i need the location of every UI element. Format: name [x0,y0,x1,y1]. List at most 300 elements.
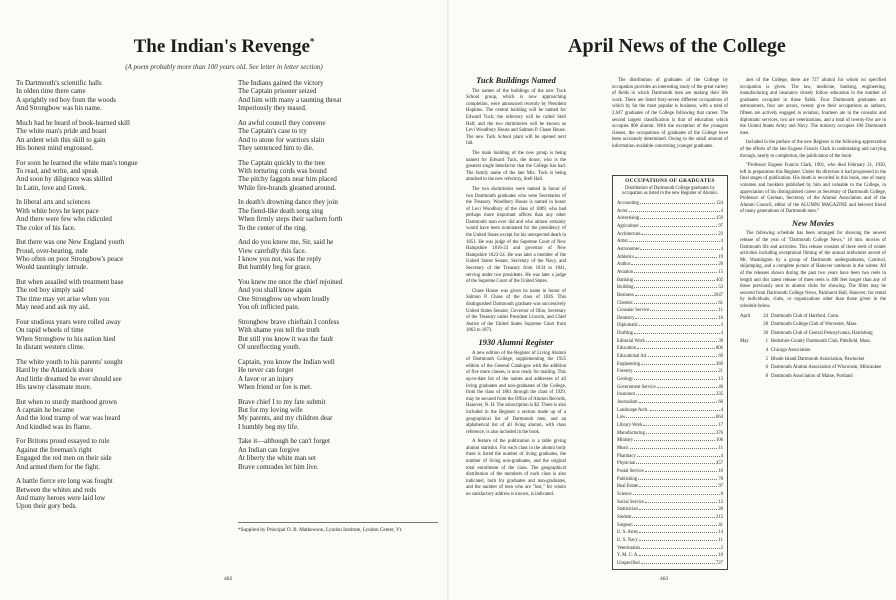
poem-stanza [238,159,430,193]
occupation-row [617,475,723,483]
poem-line: In Latin, love and Greek. [16,183,87,192]
schedule-day: 28 [763,322,768,328]
occupation-name: U. S. Army [617,530,639,536]
occupation-row [617,329,723,337]
poem-stanza [16,318,208,352]
poem-stanza [16,477,208,511]
poem-title: The Indian's Revenge* [133,36,315,57]
poem-line: View carefully this face. [238,246,307,255]
dot-leader [641,230,717,235]
dot-leader [639,528,717,533]
occupation-name: Government Service [617,384,656,390]
occupation-count: 19 [718,254,723,260]
occupation-row [617,406,723,414]
poem-line: In liberal arts and sciences [16,198,91,207]
occupations-table [612,175,728,570]
news-title: April News of the College [568,35,786,57]
poem-line: My parents, and my children dear [238,414,333,423]
occupation-row [617,536,723,544]
occupation-count: 457 [715,461,723,467]
dot-leader [629,207,720,212]
occupation-name: Artist [617,239,628,245]
occupation-count: 376 [715,430,723,436]
schedule-day: 8 [765,373,768,379]
occupation-row [617,199,723,207]
poem-stanza [238,318,430,352]
poem-stanza [16,278,208,312]
occupation-name: Unspecified [617,560,640,566]
tuck-paragraph: The names of the buildings of the new Tuck School group, which is now approaching completion, were announced recently by President Hopkins. The central building will be named for Edward Tuck; the refectory will be called Stell Hall; and the two dormitories will be known as Levi Woodbury House and Salmon P. Chase House. The new Tuck School plant will be opened next fall. [466,88,566,147]
register-paragraph: Included in the preface of the new Register is the following appreciation of the efforts of the late Eugene Francis Clark in undertaking and carrying through, nearly to completion, the publication of the book: [740,140,886,159]
poem-line: But humbly beg for grace. [238,263,312,272]
poem-line: An awful council they convene [238,118,326,127]
schedule-day: 4 [765,347,768,353]
schedule-club: Dartmouth Club of Hartford, Conn. [771,313,840,319]
occupation-row [617,321,723,329]
occupation-count: 727 [715,560,723,566]
schedule-club: Berkshire County Dartmouth Club, Pittsfield, Mass. [771,339,871,345]
tuck-heading: Tuck Buildings Named [476,76,556,85]
poem-line: The Captain's case to try [238,127,307,136]
occupation-row [617,513,723,521]
poem-line: In olden time there came [16,87,86,96]
occupation-row [617,390,723,398]
occupation-count: 16 [718,315,723,321]
occupation-name: Consular Service [617,308,650,314]
poem-line: The color of his face. [16,223,76,232]
schedule-row [740,374,886,381]
occupation-count: 41 [718,522,723,528]
poem-line: A battle fierce ere long was fought [16,477,113,486]
poem-line: With torturing cords was bound [238,167,327,176]
occupations-caption: Distribution of Dartmouth College graduates by occupation as listed in the new Register of Alumni. [622,185,718,197]
dot-leader [645,498,717,503]
poem-line: He never can forget [238,366,294,375]
poem-line: I humbly beg my life. [238,422,299,431]
occupation-row [617,352,723,360]
poem-line: The pitchy faggots near him placed [238,175,337,184]
occupation-row [617,551,723,559]
poem-line: For soon he learned the white man's tongue [16,158,138,167]
tuck-paragraph: The two dormitories were named in honor of two Dartmouth graduates who were Secretaries of the Treasury. Woodbury House is named in honor of Levi Woodbury of the class of 1809, who had perhaps more important offices than any other Dartmouth man ever did and who almost certainly would have been nominated for the presidency of the United States except for his unexpected death in 1851. He was judge of the Supreme Court of New Hampshire 1816-23 and governor of New Hampshire 1823-24. He was later a member of the United States Senate, Secretary of the Navy, and Secretary of the Treasury from 1834 to 1841, serving under two presidents. He was later a judge of the Supreme Court of the United States. [466,186,566,285]
occupation-name: Real Estate [617,484,639,490]
poem-line: Imperiously they teased. [238,104,307,113]
occupation-count: 4 [720,239,723,245]
occupation-name: Advertising [617,216,640,222]
tuck-paragraph: The main building of the new group is being named for Edward Tuck, the donor, who is the greatest single benefactor that the College has had. The family name of the late Mrs. Tuck is being attached to the new refectory, Stell Hall. [466,150,566,183]
occupation-count: 2647 [713,292,723,298]
occupation-name: Forestry [617,369,633,375]
dot-leader [634,375,717,380]
occupation-row [617,375,723,383]
dot-leader [650,306,717,311]
occupation-count: 10 [718,553,723,559]
occupation-count: 10 [718,468,723,474]
news-column-1 [466,78,566,502]
dot-leader [643,421,717,426]
schedule-day: 5 [765,356,768,362]
schedule-club: Rhode Island Dartmouth Association, Pawtucket [771,356,865,362]
poem-line: Upon their gory beds. [16,502,78,511]
poem-line: In distant western clime. [16,343,85,352]
occupation-name: Ministry [617,438,634,444]
occupation-row [617,459,723,467]
poem-line: The white youth to his parents' sought [16,357,123,366]
dot-leader [639,536,718,541]
poem-line: Brave comrades let him live. [238,462,319,471]
schedule-month [740,357,760,364]
schedule-row [740,339,886,346]
poem-line: And to atone for warriors slain [238,135,325,144]
dot-leader [641,559,715,564]
poem-line: And soon by diligence was skilled [16,175,113,184]
occupation-count: 97 [718,484,723,490]
poem-line: Take it—although he can't forget [238,437,331,446]
occupation-row [617,214,723,222]
occupation-count: 335 [715,392,723,398]
occupation-row [617,291,723,299]
dot-leader [638,475,717,480]
occupation-row [617,245,723,253]
occupation-count: 21 [718,369,723,375]
poem-line: The Captain prisoner seized [238,87,317,96]
occupation-row [617,521,723,529]
occupation-name: Insurance [617,392,636,398]
poem-stanza [16,159,208,193]
poem-line: Proud, over-bearing, rude [16,246,88,255]
poem-line: Much had he heard of book-learned skill [16,118,130,127]
dot-leader [634,436,715,441]
poem-line: To Dartmouth's scientific halls [16,79,102,87]
occupation-count: 53 [718,285,723,291]
poem-stanza [16,79,208,113]
poem-line: You knew me once the chief rejoined [238,278,343,287]
dot-leader [634,521,718,526]
tuck-article [466,89,566,335]
poem-column-2 [238,79,430,477]
occupations-rows [617,199,723,567]
dot-leader [634,367,718,372]
poem-line: To read, and write, and speak [16,167,99,176]
poem-line: Of unreflecting youth. [238,343,301,352]
movie-schedule [740,314,886,381]
occupation-count: 60 [718,400,723,406]
poem-line: Between the whites and reds [16,485,97,494]
occupation-row [617,444,723,452]
poem-line: While fire-brands gleamed around. [238,183,336,192]
poem-stanza [16,358,208,392]
poem-line: And there were few who ridiculed [16,215,112,224]
occupation-count: 20 [718,262,723,268]
occupation-name: Library Work [617,423,643,428]
dot-leader [639,551,717,556]
poem-stanza [238,358,430,392]
occupation-count: 4 [720,246,723,252]
poem-line: Who often on poor Strongbow's peace [16,255,124,264]
poem-line: With white boys he kept pace [16,206,99,215]
dot-leader [629,237,720,242]
occupation-name: Editorial Work [617,338,645,344]
dot-leader [634,276,715,281]
poem-line: The Captain quickly to the tree [238,158,325,167]
occupation-count: 11 [718,308,723,314]
poem-line: His honest mind engrossed. [16,144,94,153]
register-paragraph: ates of the College, there are 727 alumni for whom no specified occupation is given. The law, medicine, banking, engineering, manufacturing and insurance closely follow education in the number of graduates occupied in these fields. Four Dartmouth graduates are astronomers, four are actors, twenty give their occupations as authors, fifteen are actively engaged in aviation, fourteen are in the consular and diplomatic services, two are veterinarians, and a total of twenty-five are in the United States Army and Navy. The ministry occupies 106 Dartmouth men. [740,78,886,136]
poem-stanza [238,119,430,153]
dot-leader [632,513,715,518]
poem-line: For Britons proud essayed to rule [16,437,110,446]
dot-leader [635,314,717,319]
schedule-row [740,322,886,329]
poem-line: And many heroes were laid low [16,493,106,502]
occupation-row [617,413,723,421]
footnote: *Supplied by Principal O. B. Mathewson, Lyndon Institute, Lyndon Center, Vt. [238,522,438,534]
occupation-row [617,230,723,238]
occupation-count: 4 [720,208,723,214]
poem-subtitle: (A poem probably more than 100 years old. See letter in letter section) [125,63,323,71]
occupation-row [617,260,723,268]
occupations-heading: OCCUPATIONS OF GRADUATES [625,178,715,184]
poem-line: And you shall know again [238,286,312,295]
occupation-name: Agriculture [617,223,639,229]
occupation-row [617,253,723,261]
dot-leader [646,429,715,434]
occupation-name: Aviation [617,269,634,275]
poem-line: And him with many a taunting threat [238,95,342,104]
page-number-right: 463 [660,576,669,582]
dot-leader [639,398,718,403]
dot-leader [635,291,713,296]
tuck-paragraph: Chase House was given its name in honor of Salmon P. Chase of the class of 1826. This distinguished Dartmouth graduate was successively United States Senator, Governor of Ohio, Secretary of the Treasury under President Lincoln, and Chief Justice of the United States Supreme Court from 1863 to 1873. [466,288,566,334]
alumni-register-article [466,351,566,499]
schedule-row [740,357,886,364]
poem-stanza [16,198,208,232]
occupation-name: Surgeon [617,522,633,528]
occupation-count: 69 [718,354,723,360]
poem-stanza [238,398,430,432]
occupation-row [617,544,723,552]
schedule-month [740,374,760,381]
occupation-name: Social Service [617,499,644,505]
schedule-club: Dartmouth Association of Maine, Portland [771,373,853,379]
poem-line: And armed them for the fight. [16,462,100,471]
occupation-count: 15 [718,269,723,275]
movies-paragraph: The following schedule has been arranged for showing the newest release of the year of "Dartmouth College News," 16 mm. movies of Dartmouth life and activities. This release consists of three reels of winter activities including exceptional filming of the annual midwinter ascent of Mt. Washington by a group of Dartmouth undergraduates, Carnival, skijumping, and a complete picture of Hanover outdoors in the winter. All of the releases shown during the past two years have been two reels in length and this latest release of three reels is 400 feet longer than any of those previously sent to alumni clubs for showing. The films may be secured from Dartmouth College News, Parkhurst Hall, Hanover, for rental by individuals, clubs, or organizations other than those given in the schedule below. [740,231,886,309]
poem-line: To the center of the ring. [238,223,308,232]
poem-line: Four studious years were rolled away [16,317,121,326]
poem-line: An Indian can forgive [238,445,300,454]
news-column-2 [612,78,728,154]
occupation-count: 14 [718,530,723,536]
schedule-row [740,365,886,372]
schedule-month [740,365,760,372]
occupation-count: 402 [715,277,723,283]
poem-stanza [238,238,430,272]
occupation-name: Education [617,346,637,352]
occupation-count: 61 [718,300,723,306]
occupation-row [617,306,723,314]
occupation-row [617,398,723,406]
poem-line: And kindled was its flame. [16,422,92,431]
poem-line: On rapid wheels of time [16,326,84,335]
occupation-count: 3 [720,323,723,329]
dot-leader [634,283,717,288]
occupation-row [617,237,723,245]
poem-stanza [16,398,208,432]
occupation-name: Architecture [617,231,641,237]
dot-leader [641,360,715,365]
occupation-row [617,314,723,322]
dot-leader [640,199,715,204]
dot-leader [636,459,715,464]
occupation-count: 12 [718,499,723,505]
occupation-count: 40 [718,384,723,390]
occupation-row [617,360,723,368]
alumni-register-paragraph: A new edition of the Register of Living Alumni of Dartmouth College, supplementing the 1925 edition of the General Catalogue with the addition of five more classes, is now ready for mailing. This up-to-date list of the names and addresses of all living graduates and non-graduates of the College, from the class of 1861 through the class of 1929, may be secured from the Office of Alumni Records, Hanover, N. H. The subscription is $2. There is also included in the Register a section made up of a geographical list of Dartmouth men, and an alphabetical list of all living alumni, with class reference, is also included in the book. [466,350,566,435]
occupation-name: Science [617,491,632,497]
dot-leader [634,299,718,304]
occupation-name: Drafting [617,331,633,337]
register-paragraph: "Professor Eugene Francis Clark, 1901, who died February 21, 1930, left in preparation this Register. Under his direction it had progressed to the final stages of publication. His death is recorded in this book, one of many volumes and booklets published by him and valuable to the College, in appreciation of his distinguished career as Secretary of Dartmouth College, Professor of German, Secretary of the Alumni Association and of the Alumni Council, editor of the ALUMNI MAGAZINE and beloved friend of many generations of Dartmouth men." [740,163,886,215]
schedule-day: 30 [763,330,768,336]
poem-line: And little dreamed he ever should see [16,374,122,383]
poem-line: Against the freeman's right [16,445,92,454]
occupation-row [617,467,723,475]
dot-leader [641,544,720,549]
occupation-row [617,283,723,291]
schedule-day: 1 [765,339,768,345]
occupation-count: 11 [718,537,723,543]
occupation-name: Dentistry [617,315,635,321]
occupation-name: Astronomer [617,246,640,252]
occupation-name: Publishing [617,476,638,482]
dot-leader [634,268,717,273]
occupation-row [617,421,723,429]
poem-stanza [16,437,208,471]
poem-line: The white man's pride and boast [16,127,107,136]
dot-leader [626,413,715,418]
occupation-row [617,383,723,391]
occupation-count: 13 [718,377,723,383]
schedule-month [740,348,760,355]
occupation-name: Pharmacy [617,453,636,459]
occupation-name: Building [617,285,634,291]
poem-line: In death's drowning dance they join [238,198,338,207]
occupation-name: Physician [617,461,636,467]
poem-line: But when assailed with treatment base [16,278,124,287]
poem-stanza [238,198,430,232]
news-column-3 [740,78,886,382]
poem-line: But there was one New England youth [16,238,125,247]
dot-leader [635,253,717,258]
poem-line: But when to sturdy manhood grown [16,397,117,406]
occupation-count: 664 [715,415,723,421]
poem-line: A captain he became [16,405,75,414]
occupation-row [617,276,723,284]
occupation-name: Geology [617,377,634,383]
schedule-row [740,331,886,338]
dot-leader [645,467,718,472]
schedule-month: April [740,313,751,319]
occupation-name: Landscape Arch. [617,407,649,413]
poem-line: A favor or an injury [238,374,294,383]
poem-line: Strongbow brave chieftain I confess [238,317,340,326]
schedule-day: 6 [765,365,768,371]
poem-line: The fiend-like death song sing [238,206,324,215]
occupation-name: Diplomatic [617,323,639,329]
poem-line: I know you not, was the reply [238,255,322,264]
dot-leader [634,329,720,334]
schedule-club: Dartmouth Alumni Association of Wisconsin, Milwaukee [771,365,882,371]
poem-line: The red boy simply said [16,286,84,295]
poem-line: A sprightly red boy from the woods [16,95,116,104]
poem-line: The Indians gained the victory [238,79,324,87]
schedule-month [740,331,760,338]
poem-line: At liberty the white man set [238,454,316,463]
occupation-count: 4 [720,453,723,459]
occupation-count: 97 [718,223,723,229]
poem-stanza [238,437,430,471]
poem-line: An ardent wish this skill to gain [16,135,106,144]
poem-line: Hard by the Atlantick shore [16,366,94,375]
poem-line: With shame you tell the truth [238,326,320,335]
alumni-register-heading: 1930 Alumni Register [478,337,554,347]
occupation-count: 11 [718,445,723,451]
occupation-row [617,452,723,460]
occupation-row [617,337,723,345]
dot-leader [633,490,720,495]
poem-line: Engaged the red men on their side [16,454,112,463]
poem-line: His tawny classmate more. [16,382,92,391]
occupation-count: 39 [718,338,723,344]
poem-line: And Strongbow was his name. [16,104,102,113]
poem-line: They sentenced him to die. [238,144,314,153]
poem-stanza [16,119,208,153]
occupation-name: Accounting [617,200,639,206]
poem-line: Captain, you know the Indian well [238,357,335,366]
occupation-name: Business [617,292,634,298]
occupation-name: Music [617,445,629,451]
poem-line: The time may yet arise when you [16,294,110,303]
occupation-row [617,436,723,444]
dot-leader [648,352,717,357]
occupation-count: 806 [715,346,723,352]
schedule-row [740,348,886,355]
occupation-count: 369 [715,361,723,367]
occupation-row [617,559,723,567]
poem-line: When friend or foe is met. [238,382,312,391]
poem-line: But still you know it was the fault [238,334,334,343]
occupation-count: 26 [718,507,723,513]
poem-line: When firmly steps their sachem forth [238,215,343,224]
occupations-intro: The distribution of graduates of the College by occupation provides an interesting study of the great variety of fields in which Dartmouth men are making their life work. There are listed forty-seven different occupations of which by far the most popular is business, with a total of 2,647 graduates of the College following that career. The second largest classification is that of education which occupies 806 alumni. With the exception of the youngest classes, the occupations of graduates of the College have been accurately determined. Owing to the small amount of information available concerning younger graduates. [612,78,728,149]
occupation-count: 2 [720,545,723,551]
occupation-name: Actor [617,208,628,214]
occupation-row [617,367,723,375]
schedule-club: Chicago Association [771,347,811,353]
dot-leader [639,482,717,487]
occupation-name: Chemist [617,300,633,306]
poem-line: And do you know me, Sir, said he [238,238,334,247]
occupation-count: 17 [718,423,723,428]
occupation-name: Student [617,514,632,520]
occupation-row [617,490,723,498]
occupation-row [617,505,723,513]
poem-stanza [16,238,208,272]
poem-line: And the loud tramp of war was heard [16,414,121,423]
dot-leader [640,245,719,250]
occupation-name: Athletics [617,254,634,260]
